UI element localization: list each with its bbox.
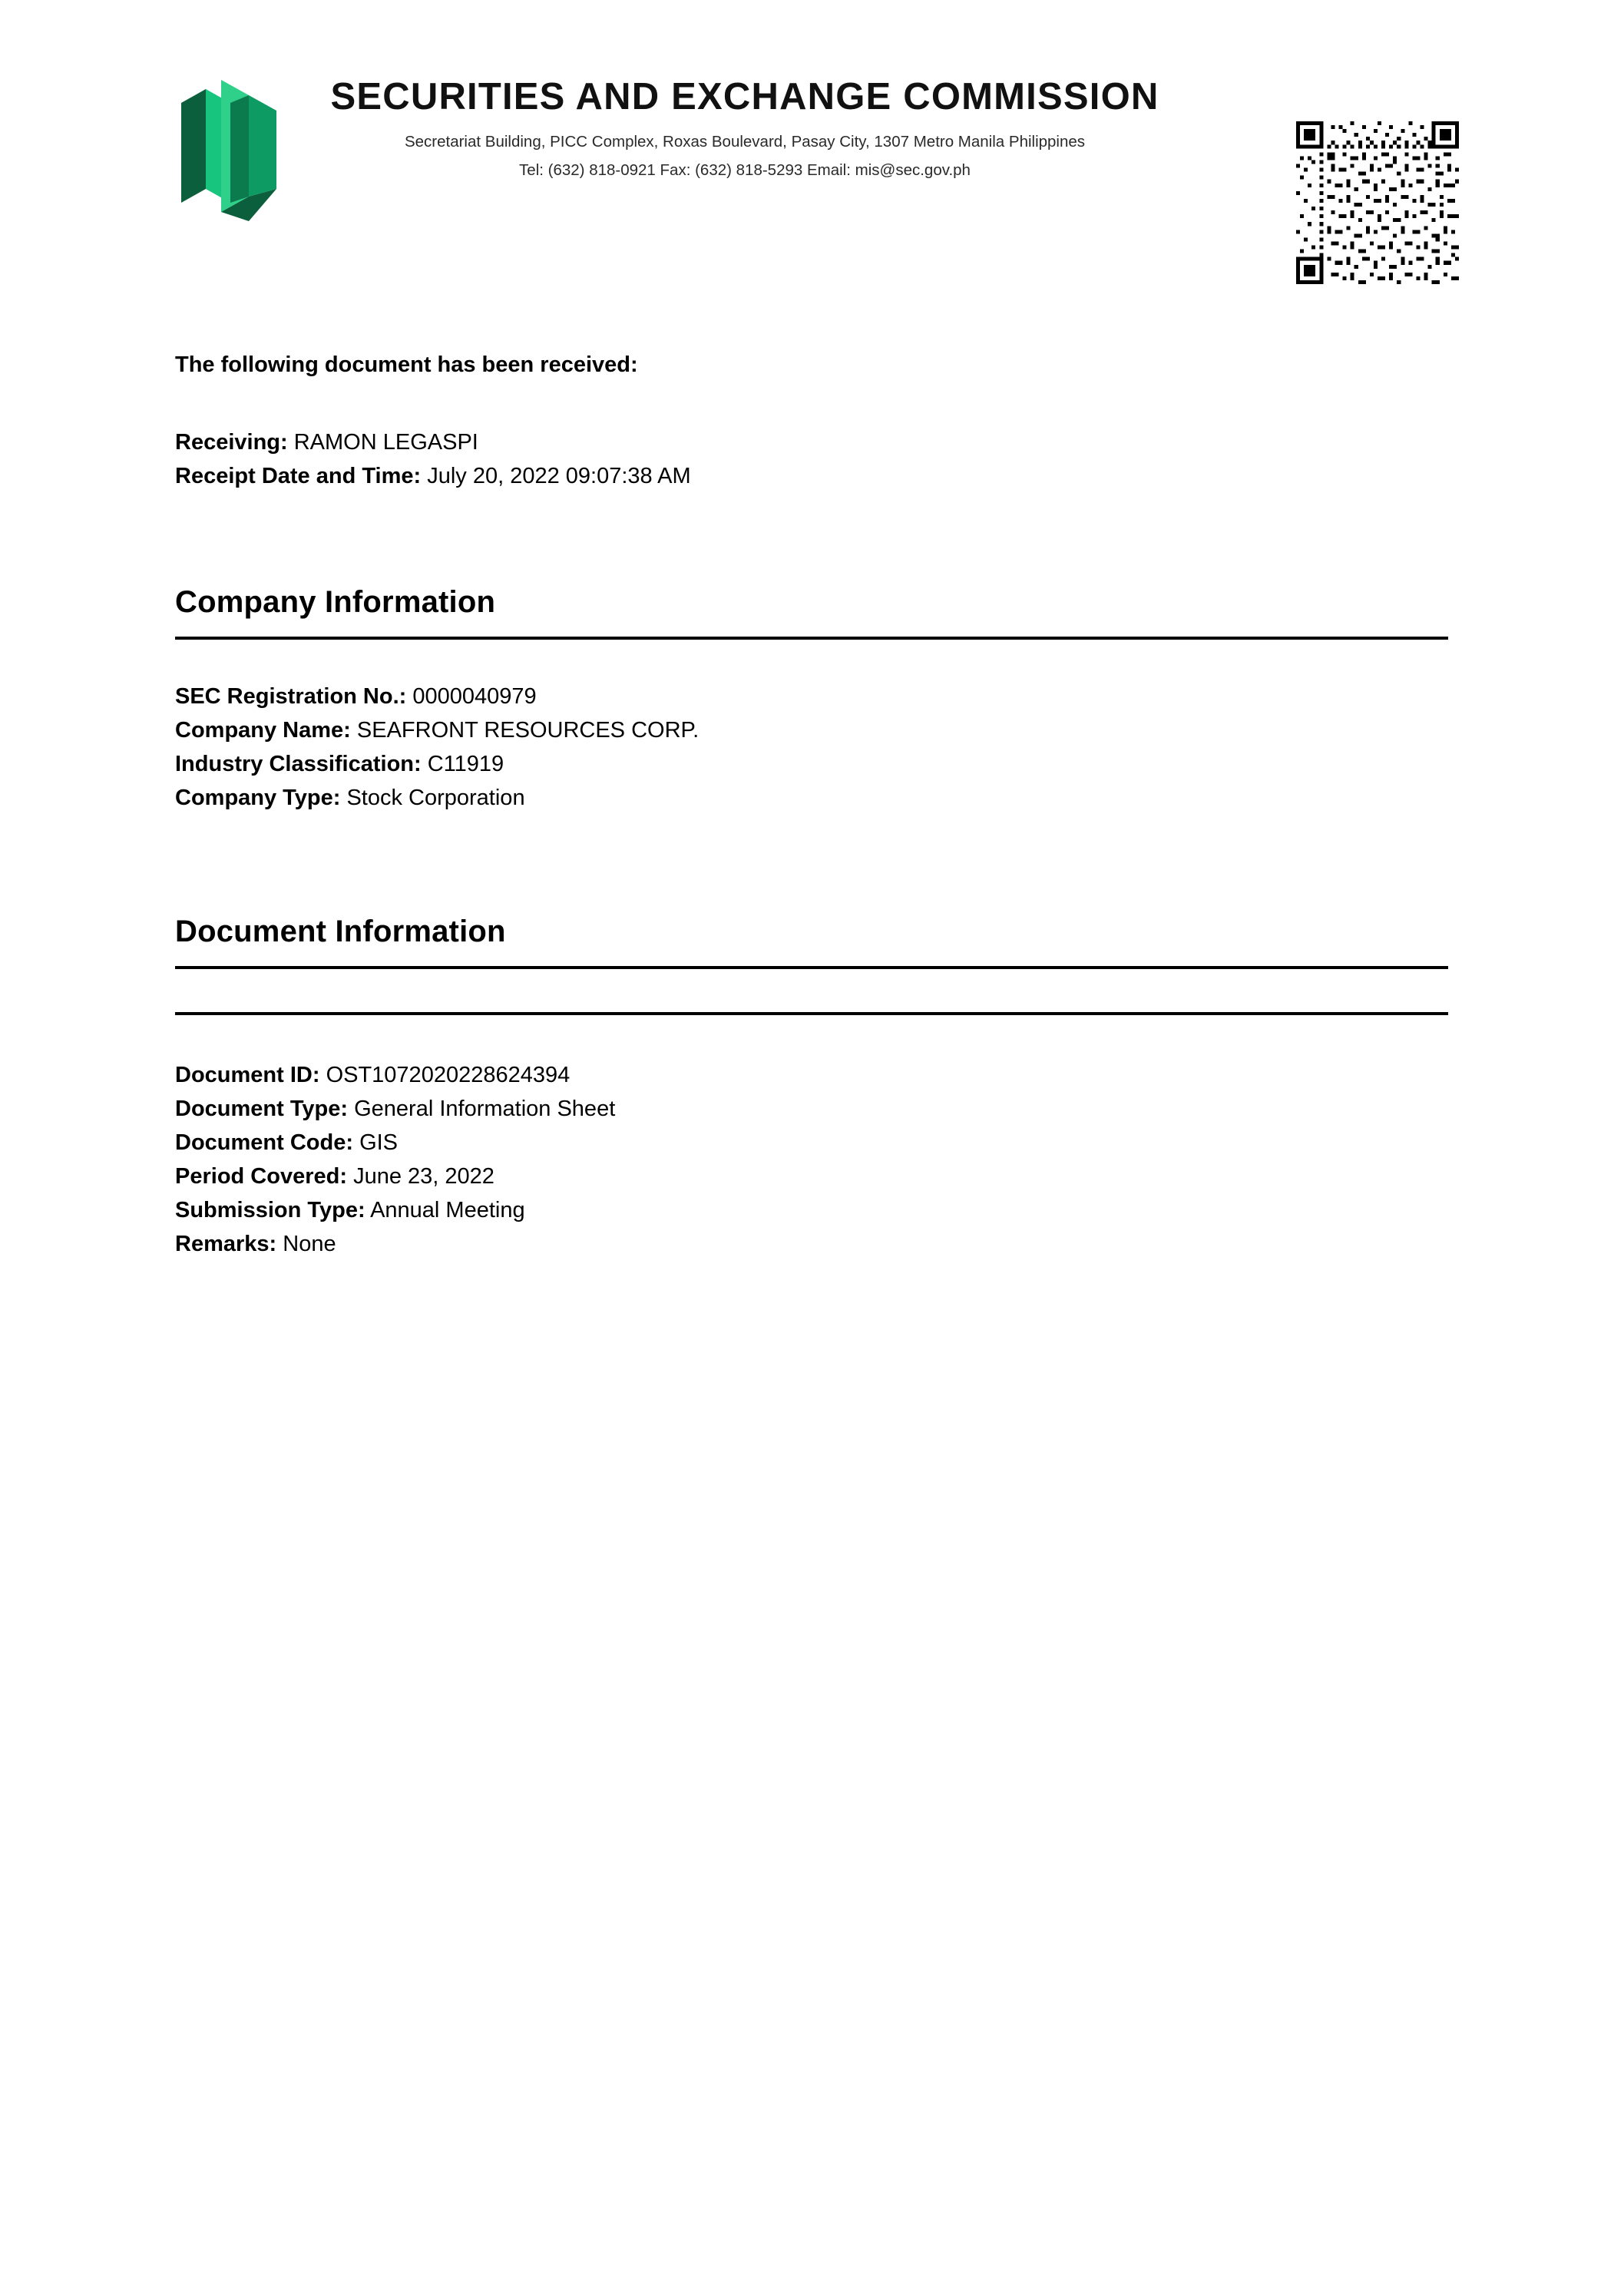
document-information-fields (175, 1058, 1448, 1261)
submission-type-value: Annual Meeting (370, 1198, 525, 1223)
document-information-heading: Document Information (175, 915, 506, 949)
company-name-label: Company Name: (175, 717, 351, 743)
document-code-label: Document Code: (175, 1130, 353, 1156)
receiving-label: Receiving: (175, 429, 288, 455)
sec-logo-icon (175, 74, 289, 223)
document-field-row (175, 1126, 1448, 1160)
document-field-row (175, 1160, 1448, 1193)
company-information-heading: Company Information (175, 584, 496, 619)
document-type-label: Document Type: (175, 1097, 349, 1122)
receiving-value: RAMON LEGASPI (293, 429, 478, 455)
company-type-label: Company Type: (175, 785, 341, 810)
document-field-row (175, 1058, 1448, 1092)
document-type-value: General Information Sheet (354, 1097, 616, 1122)
industry-classification-value: C11919 (427, 751, 504, 776)
company-information-section (175, 585, 1448, 815)
document-id-label: Document ID: (175, 1063, 320, 1088)
header-text-block (311, 75, 1179, 183)
remarks-value: None (283, 1232, 336, 1257)
company-field-row (175, 747, 1448, 781)
received-heading: The following document has been received: (175, 352, 638, 377)
receipt-datetime-label: Receipt Date and Time: (175, 463, 422, 488)
document-body (175, 349, 1448, 1262)
qr-code-icon (1296, 121, 1459, 284)
industry-classification-label: Industry Classification: (175, 751, 422, 776)
document-information-divider-top (175, 966, 1448, 969)
sec-contact: Tel: (632) 818-0921 Fax: (632) 818-5293 Email: mis@sec.gov.ph (519, 161, 971, 180)
receipt-datetime-value: July 20, 2022 09:07:38 AM (427, 463, 691, 488)
sec-address: Secretariat Building, PICC Complex, Roxas Boulevard, Pasay City, 1307 Metro Manila Philippines (404, 133, 1086, 151)
submission-type-label: Submission Type: (175, 1198, 365, 1223)
sec-registration-value: 0000040979 (412, 683, 537, 709)
period-covered-label: Period Covered: (175, 1164, 347, 1189)
company-field-row (175, 781, 1448, 815)
company-field-row (175, 680, 1448, 713)
document-header (0, 60, 1624, 237)
document-id-value: OST1072020228624394 (326, 1063, 571, 1088)
sec-registration-label: SEC Registration No.: (175, 683, 407, 709)
period-covered-value: June 23, 2022 (353, 1164, 494, 1189)
document-field-row (175, 1193, 1448, 1227)
remarks-label: Remarks: (175, 1232, 277, 1257)
sec-title: SECURITIES AND EXCHANGE COMMISSION (330, 76, 1159, 117)
company-type-value: Stock Corporation (346, 785, 525, 810)
receipt-datetime-line (175, 459, 1448, 493)
company-field-row (175, 713, 1448, 747)
document-information-section (175, 915, 1448, 1261)
receiving-line (175, 425, 1448, 459)
company-information-divider (175, 637, 1448, 640)
document-code-value: GIS (359, 1130, 399, 1156)
document-field-row (175, 1227, 1448, 1261)
company-information-fields (175, 680, 1448, 815)
document-information-divider-bottom (175, 1012, 1448, 1015)
document-field-row (175, 1092, 1448, 1126)
company-name-value: SEAFRONT RESOURCES CORP. (356, 717, 700, 743)
